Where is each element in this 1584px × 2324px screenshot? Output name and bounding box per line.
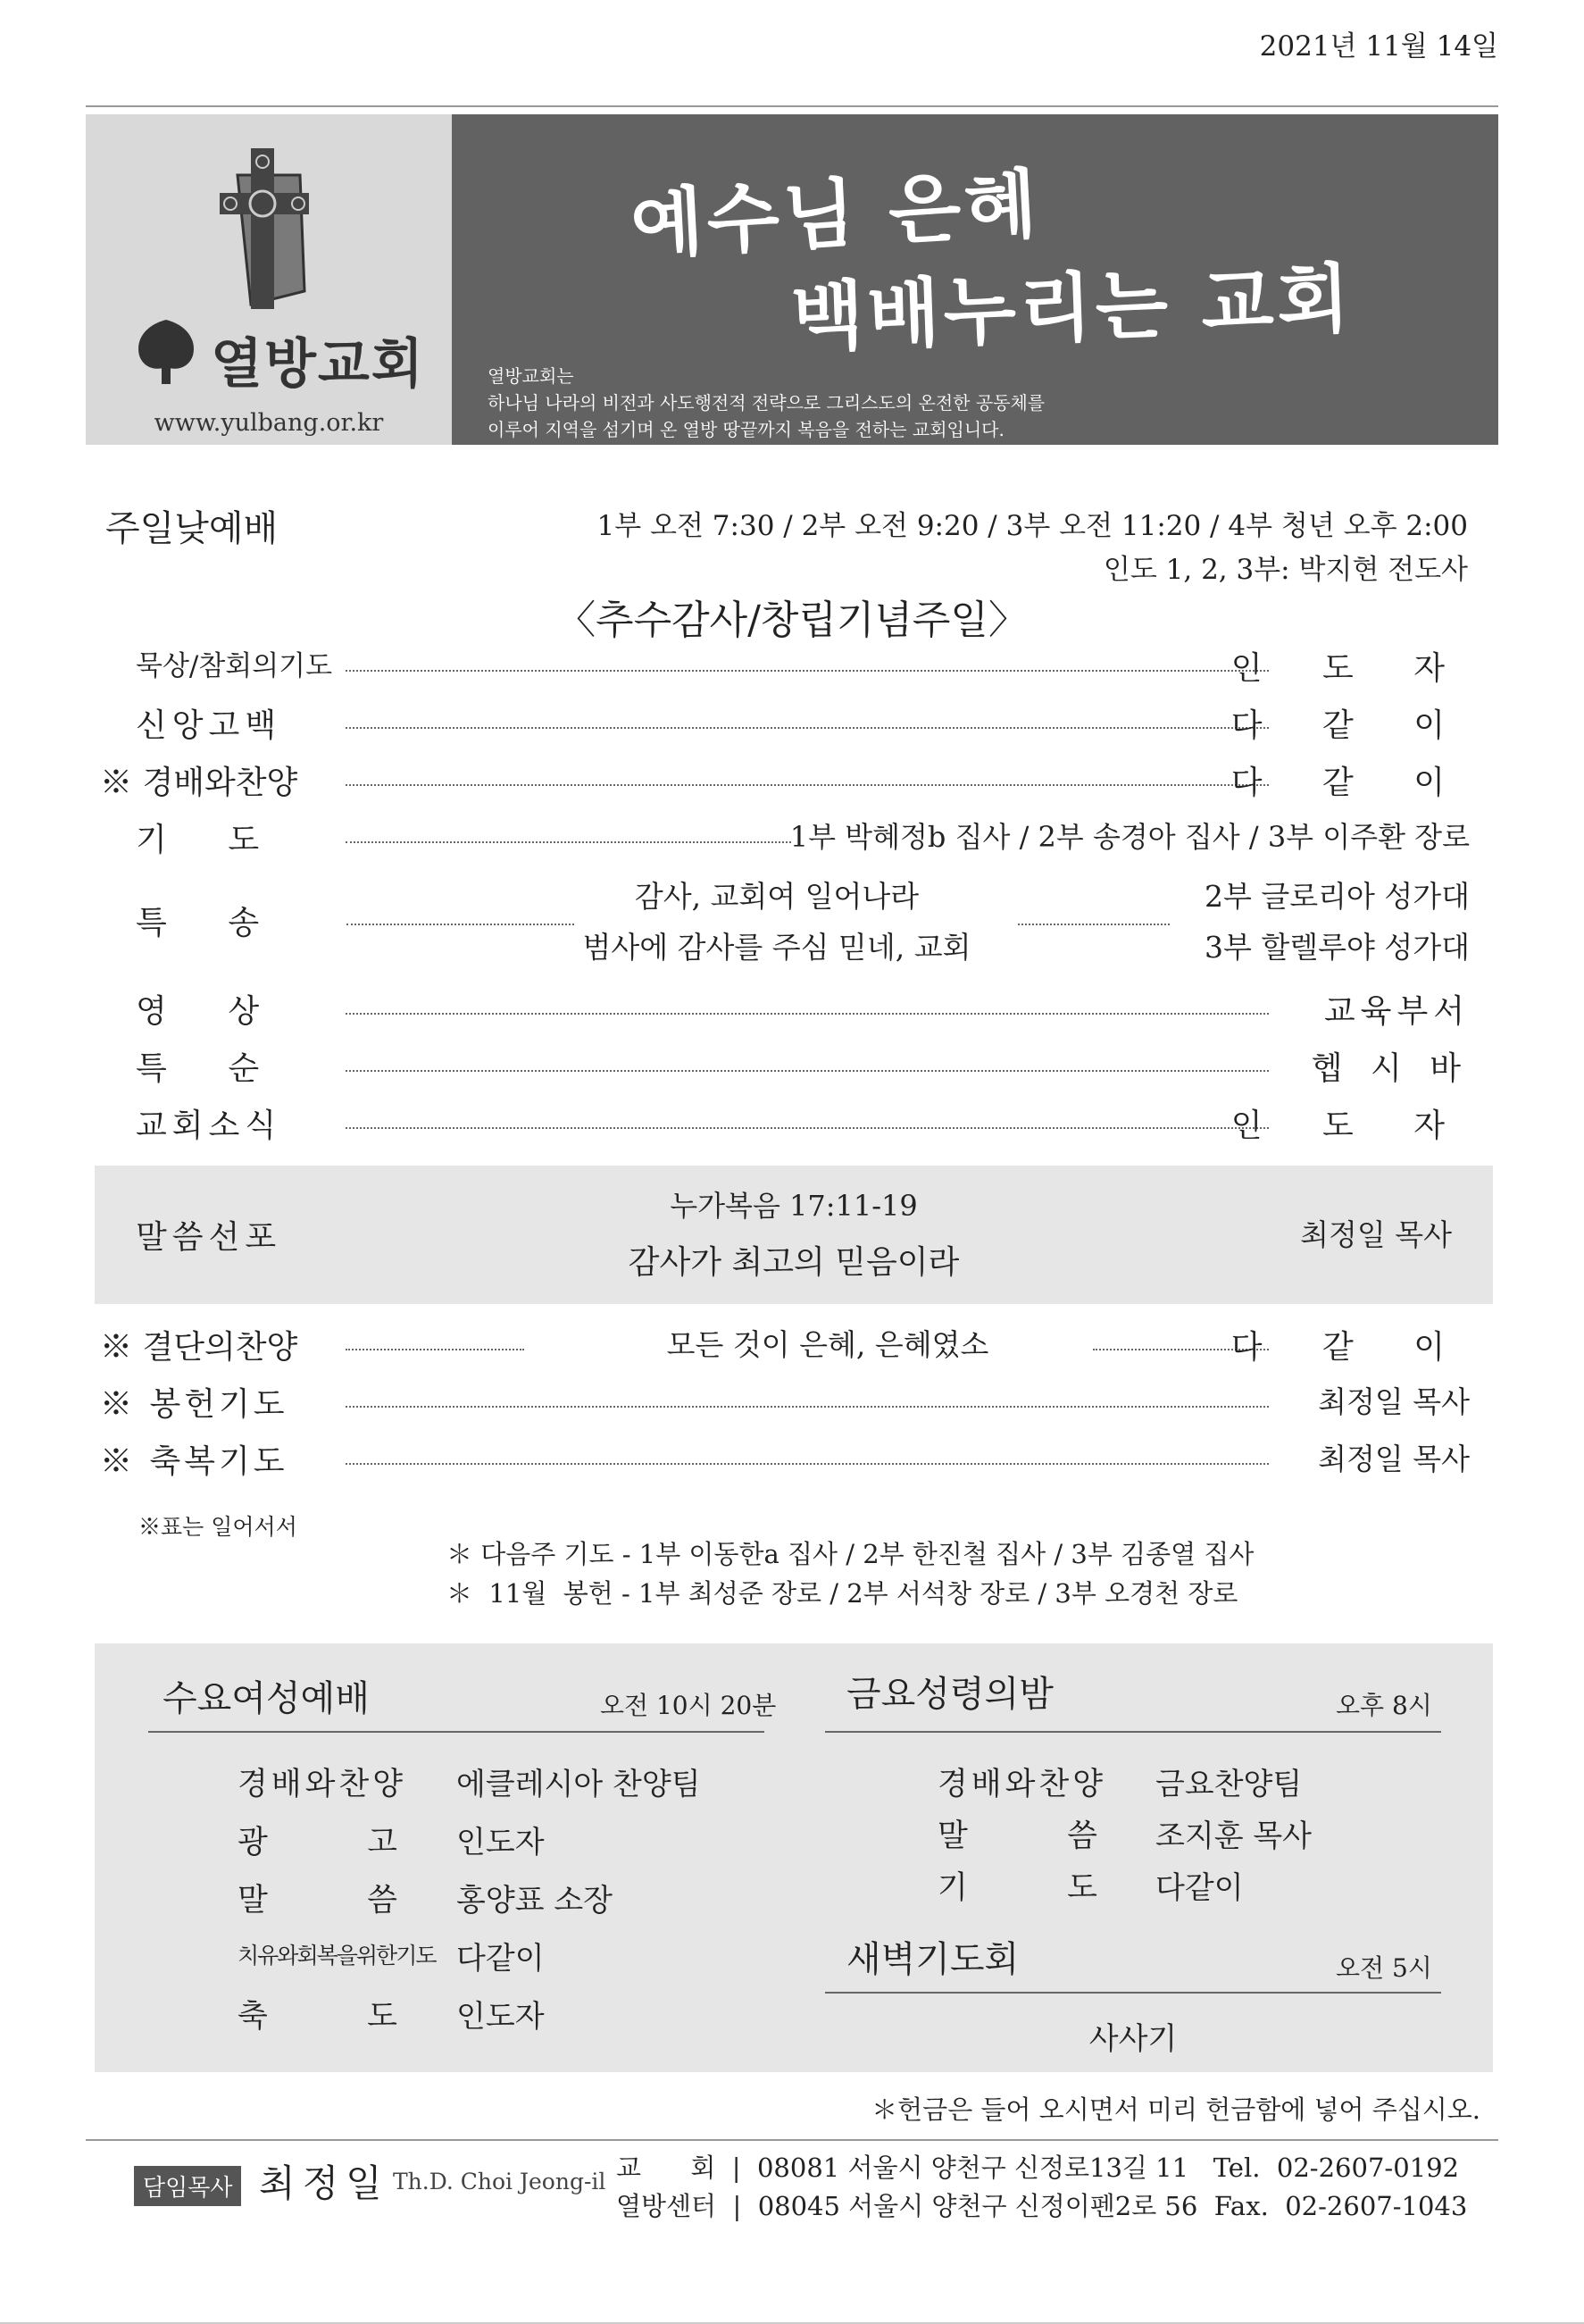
footer-address-center: 열방센터 | 08045 서울시 양천구 신정이펜2로 56 Fax. 02-2607-1043 bbox=[616, 2191, 1468, 2221]
dotted-leader bbox=[346, 1070, 1269, 1072]
pastor-name-en: Th.D. Choi Jeong-il bbox=[393, 2169, 606, 2194]
order-value: 다 같 이 bbox=[1230, 1329, 1470, 1366]
friday-divider bbox=[825, 1731, 1441, 1733]
order-row bbox=[136, 815, 1470, 865]
wednesday-time: 오전 10시 20분 bbox=[600, 1691, 777, 1720]
order-value: 다 같 이 bbox=[1230, 707, 1470, 744]
dawn-time: 오전 5시 bbox=[1336, 1953, 1432, 1983]
order-label: 특 순 bbox=[136, 1050, 260, 1087]
sermon-preacher: 최정일 목사 bbox=[1300, 1217, 1452, 1252]
dotted-leader bbox=[346, 1406, 1269, 1408]
sunday-service-times: 1부 오전 7:30 / 2부 오전 9:20 / 3부 오전 11:20 / 4부 청년 오후 2:00 bbox=[596, 510, 1468, 542]
wed-item-label: 경배와찬양 bbox=[238, 1767, 407, 1802]
wed-item-label: 광 고 bbox=[238, 1825, 397, 1860]
fri-item-label: 말 씀 bbox=[938, 1818, 1097, 1854]
order-value: 최정일 목사 bbox=[1318, 1384, 1470, 1419]
order-label: ※ 봉헌기도 bbox=[100, 1386, 288, 1423]
stand-note: ※표는 일어서서 bbox=[138, 1514, 297, 1540]
choir-1: 2부 글로리아 성가대 bbox=[1205, 879, 1470, 914]
order-row bbox=[100, 1322, 1470, 1372]
order-label: 묵상/참회의기도 bbox=[136, 650, 333, 682]
order-value: 1부 박혜정b 집사 / 2부 송경아 집사 / 3부 이주환 장로 bbox=[789, 820, 1470, 854]
wed-item-value: 홍양표 소장 bbox=[456, 1883, 613, 1919]
friday-title: 금요성령의밤 bbox=[846, 1674, 1054, 1715]
top-divider bbox=[86, 105, 1498, 107]
dotted-leader bbox=[346, 727, 1269, 729]
dotted-leader bbox=[1018, 924, 1170, 925]
order-value: 헵 시 바 bbox=[1311, 1050, 1470, 1087]
cross-scroll-icon bbox=[211, 139, 318, 318]
offering-notice: ＊헌금은 들어 오시면서 미리 헌금함에 넣어 주십시오. bbox=[871, 2094, 1480, 2125]
choir-2: 3부 할렐루야 성가대 bbox=[1205, 930, 1470, 965]
weekday-services-panel bbox=[95, 1643, 1493, 2072]
order-label: 기 도 bbox=[136, 822, 260, 858]
dotted-leader bbox=[346, 670, 1269, 672]
order-value: 인 도 자 bbox=[1230, 650, 1470, 687]
sunday-subtitle: 〈추수감사/창립기념주일〉 bbox=[556, 598, 1028, 643]
order-label: ※ 경배와찬양 bbox=[100, 765, 298, 801]
church-description bbox=[488, 363, 1045, 443]
order-label: 신앙고백 bbox=[136, 707, 282, 744]
order-row bbox=[100, 757, 1470, 807]
slogan-banner bbox=[452, 114, 1498, 445]
fri-item-value: 조지훈 목사 bbox=[1155, 1818, 1313, 1854]
order-row bbox=[136, 986, 1470, 1036]
desc-line1: 열방교회는 bbox=[488, 365, 574, 387]
dotted-leader bbox=[346, 924, 574, 925]
wed-item-label: 축 도 bbox=[238, 1999, 397, 2035]
footer-address-church: 교 회 | 08081 서울시 양천구 신정로13길 11 Tel. 02-2607-0192 bbox=[616, 2153, 1459, 2183]
wednesday-divider bbox=[148, 1731, 764, 1733]
tree-logo-icon bbox=[130, 315, 202, 387]
sermon-title: 감사가 최고의 믿음이라 bbox=[628, 1244, 960, 1281]
wed-item-value: 에클레시아 찬양팀 bbox=[456, 1767, 701, 1802]
closing-hymn: 모든 것이 은혜, 은혜였소 bbox=[666, 1327, 989, 1362]
logo-panel bbox=[86, 114, 452, 445]
fri-item-label: 기 도 bbox=[938, 1870, 1097, 1906]
dotted-leader bbox=[346, 1013, 1269, 1015]
dotted-leader bbox=[346, 1349, 524, 1350]
sunday-service-title: 주일낮예배 bbox=[105, 508, 279, 549]
wed-item-value: 인도자 bbox=[456, 1999, 545, 2035]
desc-line2: 하나님 나라의 비전과 사도행전적 전략으로 그리스도의 온전한 공동체를 bbox=[488, 392, 1046, 414]
slogan-line1: 예수님 은혜 bbox=[629, 159, 1043, 269]
fri-item-label: 경배와찬양 bbox=[938, 1767, 1107, 1802]
wed-item-value: 다같이 bbox=[456, 1941, 545, 1977]
bulletin-date: 2021년 11월 14일 bbox=[1259, 30, 1498, 63]
order-label: ※ 축복기도 bbox=[100, 1443, 288, 1480]
pastor-name: 최정일 bbox=[259, 2161, 389, 2205]
pastor-role-badge: 담임목사 bbox=[134, 2166, 241, 2206]
sermon-panel bbox=[95, 1166, 1493, 1304]
order-row bbox=[136, 1043, 1470, 1093]
fri-item-value: 금요찬양팀 bbox=[1155, 1767, 1303, 1802]
dawn-title: 새벽기도회 bbox=[846, 1939, 1020, 1980]
sunday-service-leader: 인도 1, 2, 3부: 박지현 전도사 bbox=[1103, 554, 1468, 586]
sermon-label: 말씀선포 bbox=[136, 1219, 282, 1256]
dotted-leader bbox=[346, 1463, 1269, 1465]
order-value: 인 도 자 bbox=[1230, 1108, 1470, 1144]
order-row bbox=[100, 1436, 1470, 1486]
fri-item-value: 다같이 bbox=[1155, 1870, 1244, 1906]
dotted-leader bbox=[346, 784, 1269, 786]
order-value: 최정일 목사 bbox=[1318, 1442, 1470, 1476]
special-song-2: 범사에 감사를 주심 믿네, 교회 bbox=[582, 930, 971, 965]
slogan-line2: 백배누리는 교회 bbox=[789, 254, 1355, 362]
desc-line3: 이루어 지역을 섬기며 온 열방 땅끝까지 복음을 전하는 교회입니다. bbox=[488, 419, 1005, 440]
order-value: 교육부서 bbox=[1323, 993, 1470, 1030]
order-label: 영 상 bbox=[136, 993, 260, 1030]
special-song-label: 특 송 bbox=[136, 905, 260, 941]
church-name: 열방교회 bbox=[211, 333, 425, 396]
dawn-divider bbox=[825, 1992, 1441, 1994]
offering-note: ＊ 11월 봉헌 - 1부 최성준 장로 / 2부 서석창 장로 / 3부 오경천 장로 bbox=[446, 1578, 1238, 1609]
order-row bbox=[136, 1100, 1470, 1150]
special-song-1: 감사, 교회여 일어나라 bbox=[634, 879, 920, 914]
wed-item-value: 인도자 bbox=[456, 1825, 545, 1860]
order-row bbox=[136, 700, 1470, 750]
friday-time: 오후 8시 bbox=[1336, 1691, 1432, 1720]
wed-item-label: 치유와회복을위한기도 bbox=[238, 1943, 436, 1969]
dotted-leader bbox=[346, 841, 791, 843]
dawn-value: 사사기 bbox=[1088, 2021, 1178, 2057]
order-row bbox=[100, 1379, 1470, 1429]
church-url[interactable]: www.yulbang.or.kr bbox=[154, 409, 384, 437]
order-label: ※ 결단의찬양 bbox=[100, 1329, 298, 1366]
wed-item-label: 말 씀 bbox=[238, 1883, 397, 1919]
next-week-prayer: ＊ 다음주 기도 - 1부 이동한a 집사 / 2부 한진철 집사 / 3부 김종열 집사 bbox=[446, 1539, 1255, 1569]
header bbox=[86, 114, 1498, 445]
wednesday-title: 수요여성예배 bbox=[163, 1678, 370, 1719]
order-label: 교회소식 bbox=[136, 1108, 282, 1144]
footer-divider bbox=[86, 2139, 1498, 2141]
order-value: 다 같 이 bbox=[1230, 765, 1470, 801]
sermon-scripture: 누가복음 17:11-19 bbox=[670, 1189, 918, 1223]
order-row bbox=[136, 643, 1470, 693]
dotted-leader bbox=[346, 1127, 1269, 1129]
